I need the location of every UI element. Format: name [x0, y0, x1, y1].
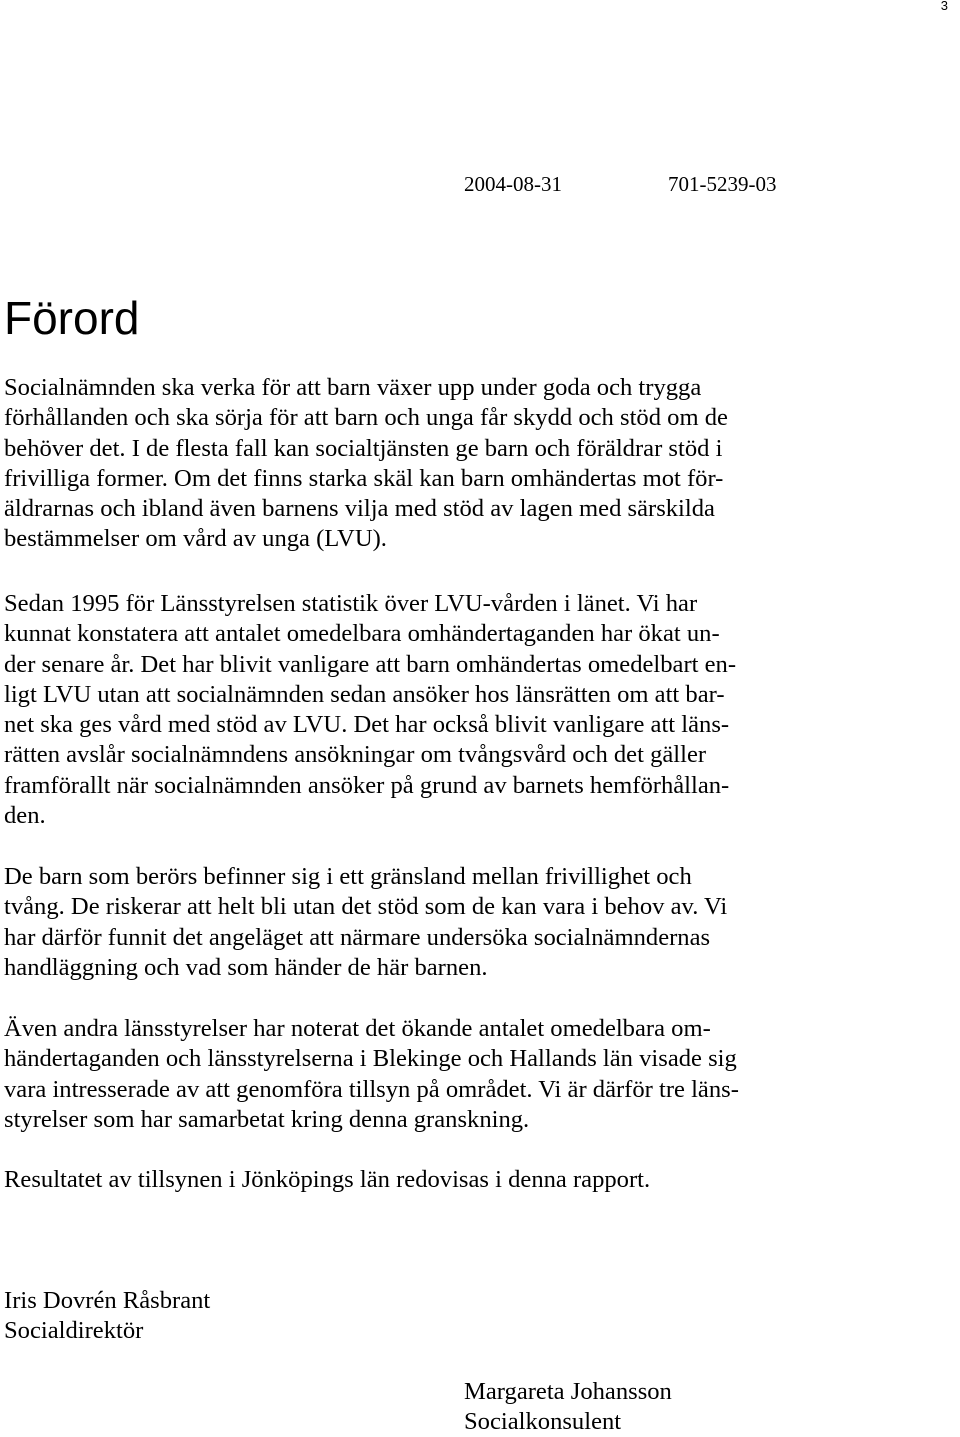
document-date: 2004-08-31: [464, 172, 562, 196]
paragraph-line: net ska ges vård med stöd av LVU. Det har också blivit vanligare att läns-: [4, 711, 730, 739]
paragraph-line: Resultatet av tillsynen i Jönköpings län redovisas i denna rapport.: [4, 1166, 651, 1193]
paragraph-line: har därför funnit det angeläget att närmare undersöka socialnämndernas: [4, 923, 711, 951]
paragraph-line: ligt LVU utan att socialnämnden sedan ansöker hos länsrätten om att bar-: [4, 680, 725, 708]
page-number: 3: [940, 0, 948, 13]
paragraph-line: De barn som berörs befinner sig i ett gränsland mellan frivillighet och: [4, 863, 692, 890]
paragraph-result: [4, 1165, 944, 1195]
paragraph-line: äldrarnas och ibland även barnens vilja med stöd av lagen med särskilda: [4, 495, 715, 523]
paragraph-line: händertaganden och länsstyrelserna i Blekinge och Hallands län visade sig: [4, 1045, 737, 1073]
paragraph-line: Socialnämnden ska verka för att barn växer upp under goda och trygga: [4, 374, 702, 401]
paragraph-line: kunnat konstatera att antalet omedelbara omhändertaganden har ökat un-: [4, 620, 720, 648]
signature-block-socialkonsulent: [464, 1377, 672, 1437]
paragraph-line: bestämmelser om vård av unga (LVU).: [4, 525, 387, 553]
signature-name: Margareta Johansson: [464, 1378, 672, 1405]
paragraph-line: den.: [4, 802, 46, 830]
paragraph-children: [4, 862, 944, 983]
signature-role: Socialkonsulent: [464, 1408, 622, 1435]
paragraph-line: behöver det. I de flesta fall kan socialtjänsten ge barn och föräldrar stöd i: [4, 434, 723, 462]
paragraph-line: styrelser som har samarbetat kring denna granskning.: [4, 1105, 530, 1133]
signature-name: Iris Dovrén Råsbrant: [4, 1287, 211, 1314]
paragraph-statistics: [4, 589, 944, 831]
paragraph-line: förhållanden och ska sörja för att barn och unga får skydd och stöd om de: [4, 404, 728, 432]
paragraph-line: handläggning och vad som händer de här barnen.: [4, 953, 488, 981]
paragraph-line: frivilliga former. Om det finns starka skäl kan barn omhändertas mot för-: [4, 464, 724, 492]
paragraph-line: Sedan 1995 för Länsstyrelsen statistik över LVU-vården i länet. Vi har: [4, 590, 698, 617]
paragraph-line: der senare år. Det har blivit vanligare att barn omhändertas omedelbart en-: [4, 650, 737, 678]
paragraph-line: vara intresserade av att genomföra tillsyn på området. Vi är därför tre läns-: [4, 1075, 739, 1103]
paragraph-line: tvång. De riskerar att helt bli utan det stöd som de kan vara i behov av. Vi: [4, 893, 728, 921]
paragraph-line: framförallt när socialnämnden ansöker på grund av barnets hemförhållan-: [4, 771, 730, 799]
document-reference: 701-5239-03: [668, 172, 777, 196]
signature-block-socialdirektor: [4, 1286, 210, 1346]
page-title: Förord: [4, 292, 140, 344]
paragraph-line: Även andra länsstyrelser har noterat det ökande antalet omedelbara om-: [4, 1015, 711, 1042]
paragraph-cooperation: [4, 1014, 944, 1135]
paragraph-intro: [4, 373, 944, 555]
paragraph-line: rätten avslår socialnämndens ansökningar om tvångsvård och det gäller: [4, 741, 707, 769]
signature-role: Socialdirektör: [4, 1317, 144, 1344]
